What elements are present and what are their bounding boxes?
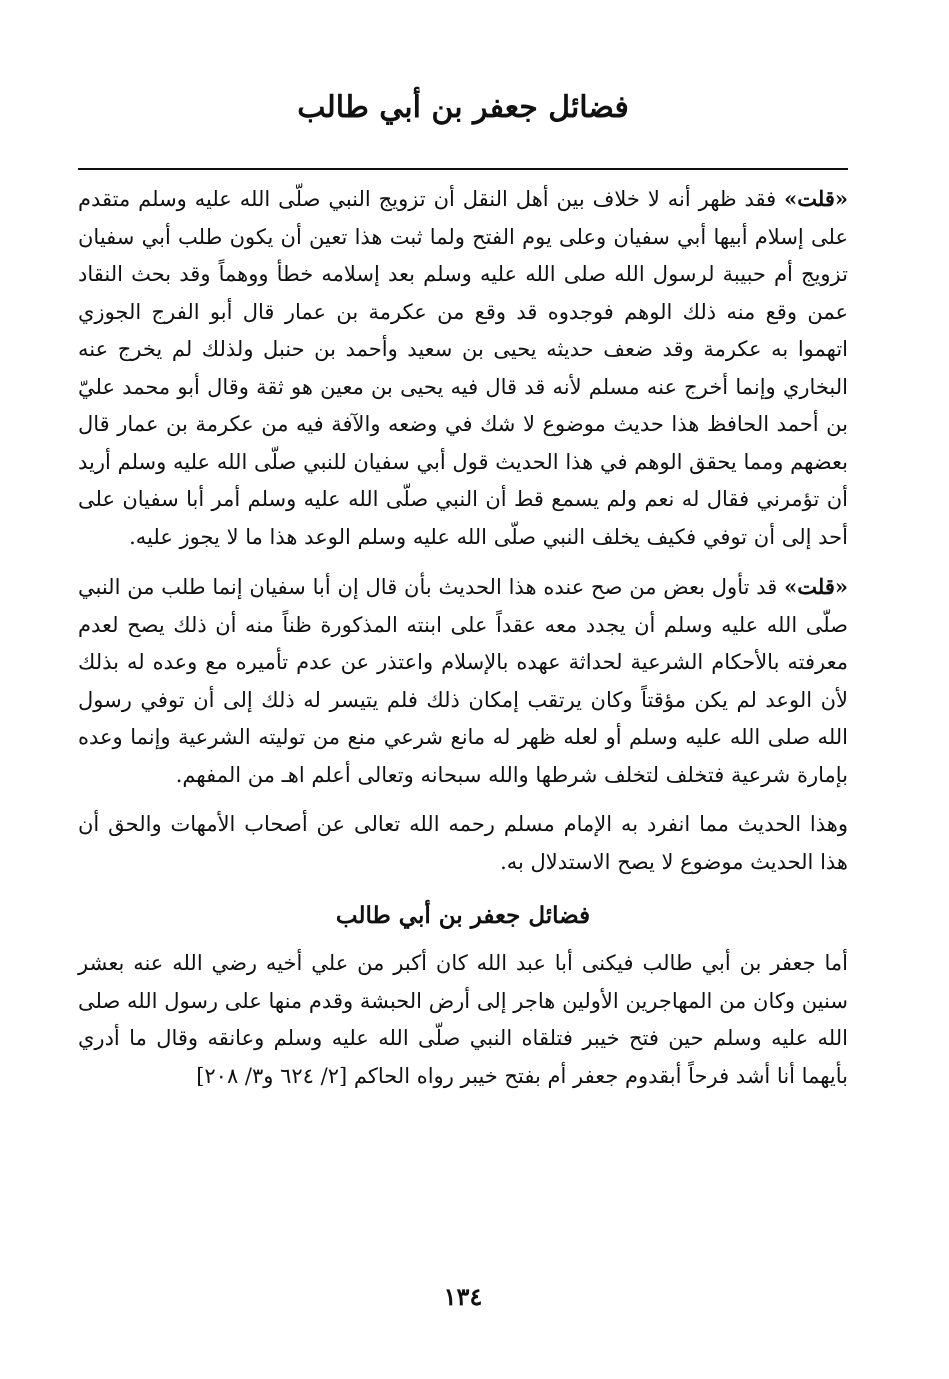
body-text [78, 180, 848, 1107]
running-head-title: فضائل جعفر بن أبي طالب [297, 90, 629, 125]
paragraph-3 [78, 806, 848, 881]
paragraph-1-text: فقد ظهر أنه لا خلاف بين أهل النقل أن تزويج النبي صلّى الله عليه وسلم متقدم على إسلام أبيها أبي سفيان وعلى يوم الفتح ولما ثبت هذا تعين أن يكون طلب أبي سفيان تزويج أم حبيبة لرسول الله صلى الله عليه وسلم بعد إسلامه خطأ ووهماً وقد بحث النقاد عمن وقع منه ذلك الوهم فوجدوه قد وقع من عكرمة بن عمار قال أبو الفرج الجوزي اتهموا به عكرمة وقد ضعف حديثه يحيى بن سعيد وأحمد بن حنبل ولذلك لم يخرج عنه البخاري وإنما أخرج عنه مسلم لأنه قد قال فيه يحيى بن معين هو ثقة وقال أبو محمد عليّ بن أحمد الحافظ هذا حديث موضوع لا شك في وضعه والآفة فيه من عكرمة بن عمار قال بعضهم ومما يحقق الوهم في هذا الحديث قول أبي سفيان للنبي صلّى الله عليه وسلم أريد أن تؤمرني فقال له نعم ولم يسمع قط أن النبي صلّى الله عليه وسلم أمر أبا سفيان على أحد إلى أن توفي فكيف يخلف النبي صلّى الله عليه وسلم الوعد هذا ما لا يجوز عليه. [78, 187, 848, 549]
paragraph-2-text: قد تأول بعض من صح عنده هذا الحديث بأن قال إن أبا سفيان إنما طلب من النبي صلّى الله عليه وسلم أن يجدد معه عقداً على ابنته المذكورة ظناً منه أن ذلك يصح لعدم معرفته بالأحكام الشرعية لحداثة عهده بالإسلام واعتذر عن عدم تأميره مع وعده له بذلك لأن الوعد لم يكن مؤقتاً وكان يرتقب إمكان ذلك فلم يتيسر له ذلك إلى أن توفي رسول الله صلى الله عليه وسلم أو لعله ظهر له مانع شرعي منع من توليته الشرعية وإنما وعده بإمارة شرعية فتخلف لتخلف شرطها والله سبحانه وتعالى أعلم اهـ من المفهم. [78, 575, 848, 787]
paragraph-1-lead: «قلت» [784, 186, 848, 211]
book-page [78, 60, 848, 1360]
page-number: ١٣٤ [443, 1282, 483, 1311]
section-paragraph: أما جعفر بن أبي طالب فيكنى أبا عبد الله كان أكبر من علي أخيه رضي الله عنه بعشر سنين وكان من المهاجرين الأولين هاجر إلى أرض الحبشة وقدم منها على رسول الله صلى الله عليه وسلم حين فتح خيبر فتلقاه النبي صلّى الله عليه وسلم وعانقه وقال ما أدري بأيهما أنا أشد فرحاً أبقدوم جعفر أم بفتح خيبر رواه الحاكم [٢/ ٦٢٤ و٣/ ٢٠٨] [78, 951, 848, 1088]
section-title: فضائل جعفر بن أبي طالب [335, 902, 591, 929]
paragraph-1 [78, 180, 848, 556]
paragraph-2 [78, 568, 848, 794]
paragraph-3-text: وهذا الحديث مما انفرد به الإمام مسلم رحمه الله تعالى عن أصحاب الأمهات والحق أن هذا الحديث موضوع لا يصح الاستدلال به. [78, 812, 848, 874]
header-rule-divider [78, 168, 848, 170]
paragraph-2-lead: «قلت» [784, 574, 849, 599]
